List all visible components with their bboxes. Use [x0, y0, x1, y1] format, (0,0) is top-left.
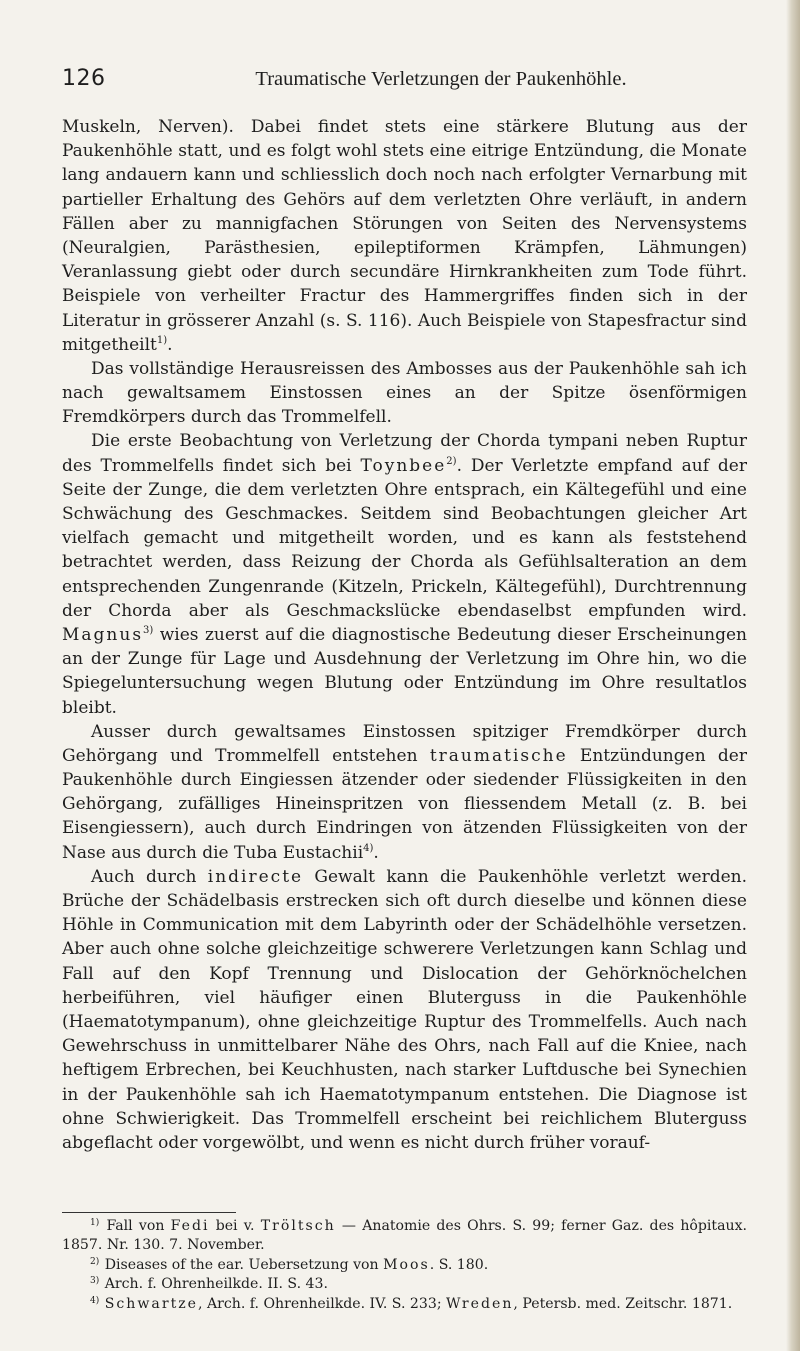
text-run: — Anatomie des Ohrs. S. 99; ferner Gaz. des hôpitaux. 1857. Nr. 130. 7. November.	[62, 1218, 747, 1254]
text-run: Das vollständige Herausreissen des Ambosses aus der Paukenhöhle sah ich nach gewaltsamem Einstossen eines an der Spitze ösenförmigen Fremdkörpers durch das Trommelfell.	[62, 358, 747, 428]
paragraph	[62, 865, 747, 1155]
running-header	[62, 66, 752, 96]
page-number: 126	[62, 66, 106, 91]
text-run: Die erste Beobachtung von Verletzung der Chorda tympani neben Ruptur des Trommelfells findet sich bei	[62, 431, 747, 476]
spaced-name: Tröltsch	[260, 1218, 336, 1234]
footnote-marker: 3)	[90, 1276, 100, 1287]
spaced-name: Fedi	[170, 1218, 210, 1234]
text-run: Fall von	[106, 1218, 171, 1234]
text-run: . S. 180.	[429, 1256, 489, 1273]
text-run: Gewalt kann die Paukenhöhle verletzt werden. Brüche der Schädelbasis erstrecken sich oft durch dieselbe und können diese Höhle in Communication mit dem Labyrinth oder der Schädelhöhle versetzen. Aber auch ohne solche gleichzeitige schwerere Verletzungen kann Schlag und Fall auf den Kopf Trennung und Dislocation der Gehörknöchelchen herbeiführen, viel häufiger einen Bluterguss in die Paukenhöhle (Haematotympanum), ohne gleichzeitige Ruptur des Trommelfells. Auch nach Gewehrschuss in unmittelbarer Nähe des Ohrs, nach Fall auf die Kniee, nach heftigem Erbrechen, bei Keuchhusten, nach starker Luftdusche bei Synechien in der Paukenhöhle sah ich Haematotympanum entstehen. Die Diagnose ist ohne Schwierigkeit. Das Trommelfell erscheint bei reichlichem Bluterguss abgeflacht oder vorgewölbt, und wenn es nicht durch früher vorauf-	[62, 866, 747, 1153]
paragraph	[62, 720, 747, 865]
paragraph	[62, 357, 747, 430]
footnote-marker: 4)	[90, 1295, 100, 1306]
text-run: Entzündungen der Paukenhöhle durch Eingiessen ätzender oder siedender Flüssigkeiten in den Gehörgang, zufälliges Hineinspritzen von fliessendem Metall (z. B. bei Eisengiessern), auch durch Eindringen von ätzenden Flüssigkeiten von der Nase aus durch die Tuba Eustachii	[62, 745, 747, 863]
text-run: , Arch. f. Ohrenheilkde. IV. S. 233;	[198, 1295, 447, 1312]
text-run: Arch. f. Ohrenheilkde. II. S. 43.	[104, 1276, 328, 1293]
paragraph	[62, 115, 747, 357]
footnote-marker: 2)	[90, 1256, 100, 1267]
spaced-name: traumatische	[429, 745, 568, 766]
footnote-marker: 1)	[90, 1218, 100, 1228]
spaced-name: Moos	[383, 1256, 430, 1273]
text-run: Diseases of the ear. Uebersetzung von	[104, 1256, 384, 1273]
spaced-name: Schwartze	[104, 1295, 198, 1312]
footnote	[62, 1275, 747, 1294]
footnote	[62, 1217, 747, 1256]
footnote-ref: 3)	[143, 624, 154, 636]
spaced-name: Magnus	[62, 624, 144, 645]
text-run: . Der Verletzte empfand auf der Seite der Zunge, die dem verletzten Ohre entsprach, ein Kältegefühl und eine Schwächung des Geschmackes. Seitdem sind Beobachtungen gleicher Art vielfach gemacht und mitgetheilt worden, und es kann als feststehend betrachtet werden, dass Reizung der Chorda als Gefühlsalteration an dem entsprechenden Zungenrande (Kitzeln, Prickeln, Kältegefühl), Durchtrennung der Chorda aber als Geschmackslücke ebendaselbst empfunden wird.	[62, 455, 747, 621]
footnote-ref: 1)	[156, 334, 168, 346]
footnote-ref: 2)	[446, 455, 457, 467]
text-run: Ausser durch gewaltsames Einstossen spitziger Fremdkörper durch Gehörgang und Trommelfell entstehen	[62, 721, 747, 766]
text-run: , Petersb. med. Zeitschr. 1871.	[513, 1295, 733, 1312]
text-run: .	[373, 842, 379, 863]
paragraph	[62, 429, 747, 719]
text-run: Auch durch	[91, 866, 208, 887]
spaced-name: Toynbee	[360, 455, 447, 476]
text-run: Muskeln, Nerven). Dabei findet stets eine stärkere Blutung aus der Paukenhöhle statt, und es folgt wohl stets eine eitrige Entzündung, die Monate lang andauern kann und schliesslich doch noch nach erfolgter Vernarbung mit partieller Erhaltung des Gehörs auf dem verletzten Ohre verläuft, in andern Fällen aber zu mannigfachen Störungen von Seiten des Nervensystems (Neuralgien, Parästhesien, epileptiformen Krämpfen, Lähmungen) Veranlassung giebt oder durch secundäre Hirnkrankheiten zum Tode führt. Beispiele von verheilter Fractur des Hammergriffes finden sich in der Literatur in grösserer Anzahl (s. S. 116). Auch Beispiele von Stapesfractur sind mitgetheilt	[62, 117, 747, 355]
spaced-name: Wreden	[446, 1295, 514, 1312]
page-binding-edge	[786, 0, 800, 1351]
spaced-name: indirecte	[207, 866, 304, 887]
footnote	[62, 1295, 747, 1314]
running-title: Traumatische Verletzungen der Paukenhöhle.	[255, 68, 627, 90]
text-run: wies zuerst auf die diagnostische Bedeutung dieser Erscheinungen an der Zunge für Lage und Ausdehnung der Verletzung im Ohre hin, wo die Spiegeluntersuchung wegen Blutung oder Entzündung im Ohre resultatlos bleibt.	[62, 624, 747, 718]
main-text	[62, 115, 747, 1155]
footnote	[62, 1256, 747, 1275]
footnote-ref: 4)	[363, 842, 374, 854]
text-run: bei v.	[209, 1218, 261, 1234]
text-run: .	[167, 334, 173, 355]
footnotes	[62, 1217, 747, 1314]
footnote-divider	[62, 1212, 236, 1213]
